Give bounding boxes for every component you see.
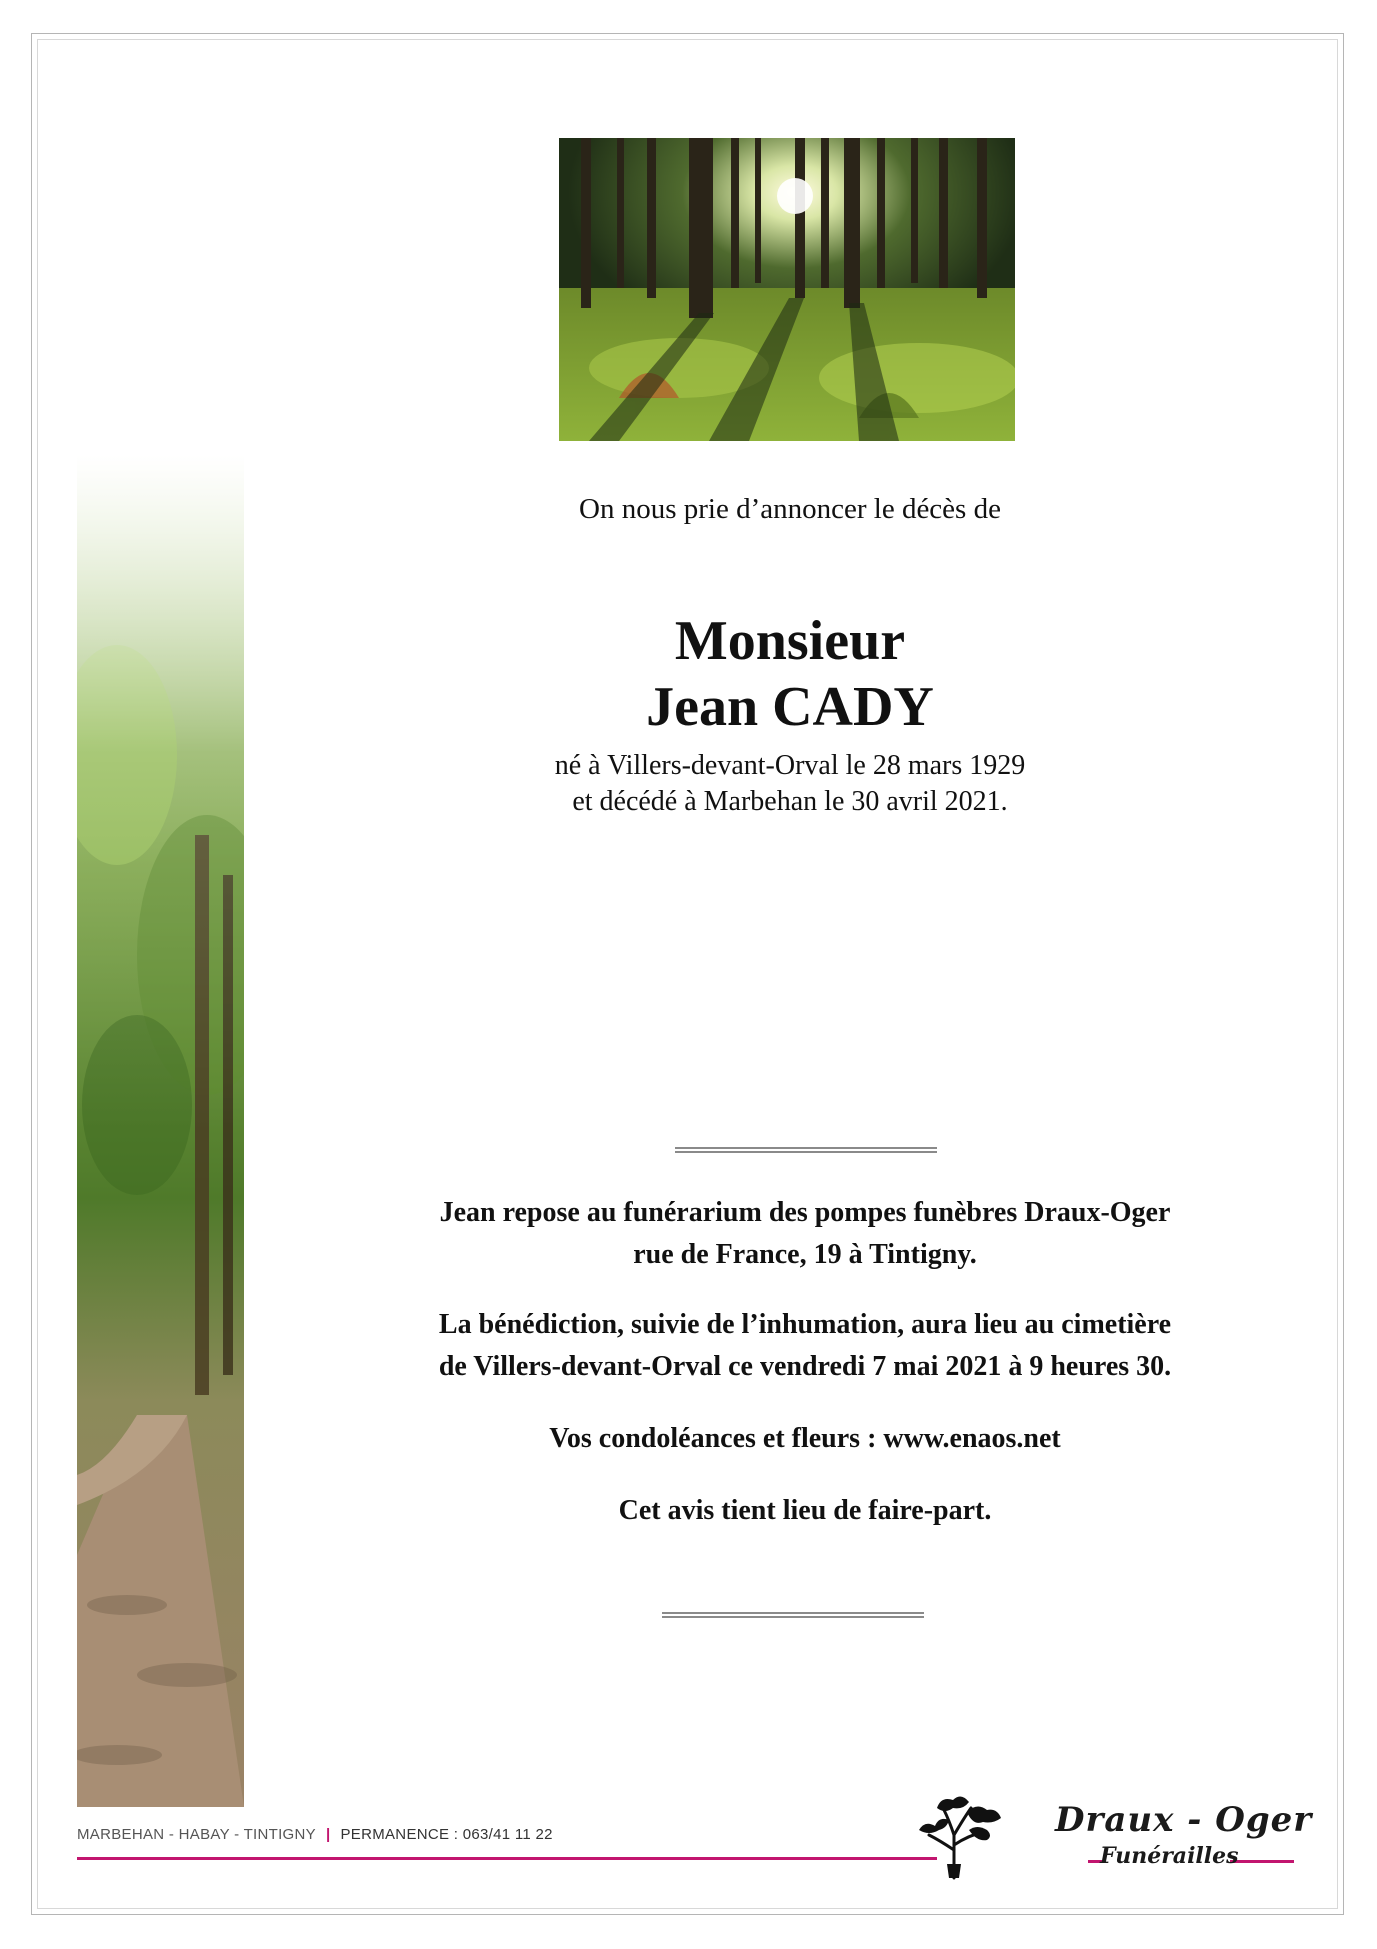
divider-top — [675, 1147, 937, 1153]
death-info: et décédé à Marbehan le 30 avril 2021. — [572, 786, 1008, 817]
notice-text: Cet avis tient lieu de faire-part. — [618, 1495, 992, 1526]
funerarium-info — [340, 1192, 1270, 1276]
ceremony-line-2: de Villers-devant-Orval ce vendredi 7 mai 2021 à 9 heures 30. — [438, 1351, 1172, 1382]
condolences-text: Vos condoléances et fleurs : www.enaos.net — [549, 1423, 1061, 1454]
ceremony-line-1: La bénédiction, suivie de l’inhumation, aura lieu au cimetière — [438, 1309, 1172, 1340]
deceased-title: Monsieur — [674, 610, 906, 672]
logo-subtitle: Funérailles — [1100, 1843, 1239, 1869]
footer-contact — [77, 1826, 553, 1843]
footer-permanence: PERMANENCE : 063/41 11 22 — [340, 1826, 553, 1843]
footer-separator: | — [325, 1826, 331, 1843]
footer-locations: MARBEHAN - HABAY - TINTIGNY — [77, 1826, 316, 1843]
footer-accent-line — [77, 1857, 937, 1860]
divider-bottom — [662, 1612, 924, 1618]
ceremony-info — [340, 1304, 1270, 1388]
funerarium-line-1: Jean repose au funérarium des pompes funèbres Draux-Oger — [439, 1197, 1171, 1228]
tree-logo-icon — [909, 1790, 1009, 1880]
deceased-name: Jean CADY — [646, 676, 934, 738]
forest-path-photo — [77, 455, 244, 1807]
logo-name: Draux - Oger — [1055, 1800, 1313, 1840]
intro-text: On nous prie d’annoncer le décès de — [579, 493, 1001, 525]
funerarium-line-2: rue de France, 19 à Tintigny. — [633, 1239, 977, 1270]
birth-info: né à Villers-devant-Orval le 28 mars 1929 — [554, 750, 1026, 781]
footer-accent-line-right — [1230, 1860, 1294, 1863]
forest-sunlight-photo — [559, 138, 1015, 441]
